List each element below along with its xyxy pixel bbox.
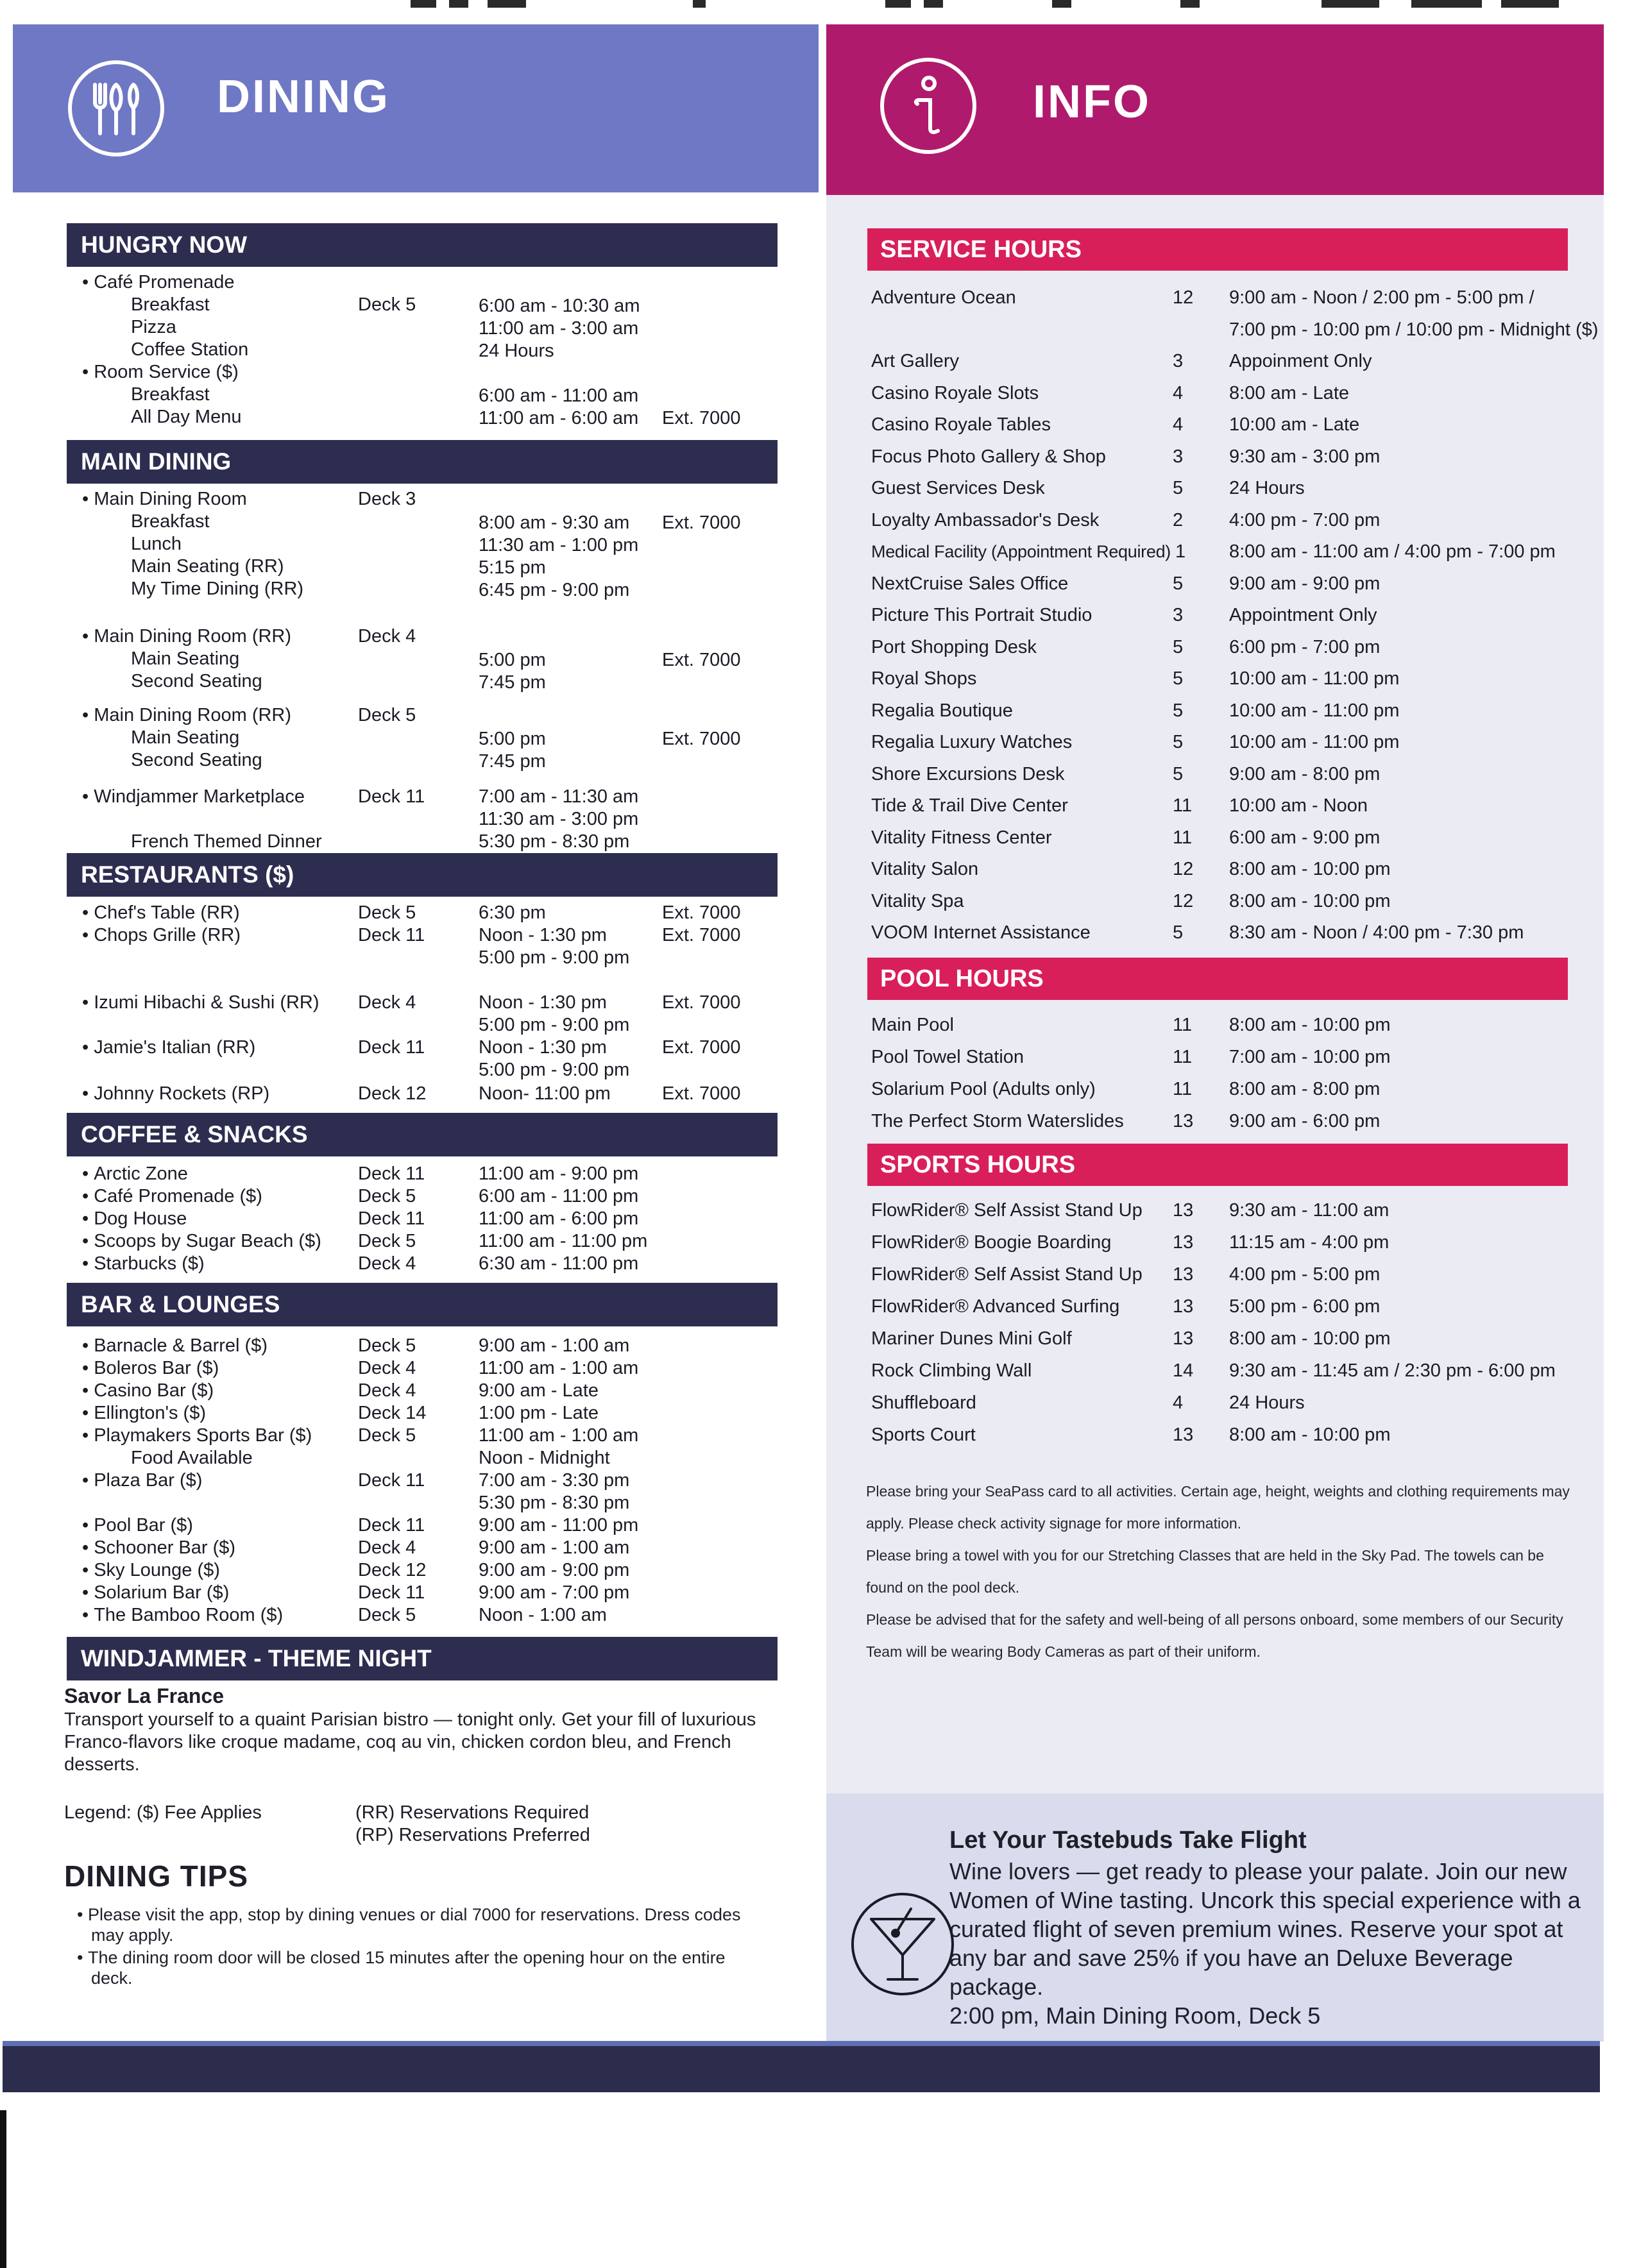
ext-cell: Ext. 7000 [662,925,741,945]
time-cell: 8:00 am - 9:30 am [479,512,630,533]
service-time: 8:00 am - 10:00 pm [1229,859,1391,879]
list-item: • Plaza Bar ($) [82,1469,202,1492]
section-title-sports-hours: SPORTS HOURS [867,1144,1568,1186]
service-name: Port Shopping Desk [871,637,1037,657]
sport-deck: 13 [1173,1264,1194,1285]
pool-deck: 11 [1173,1047,1193,1067]
theme-night-subtitle: Savor La France [64,1684,224,1707]
deck-cell: Deck 4 [358,1358,416,1378]
service-time: 9:00 am - 8:00 pm [1229,764,1381,784]
service-time: 8:00 am - 10:00 pm [1229,891,1391,911]
dining-tip-item: • The dining room door will be closed 15 minutes after the opening hour on the entire deck. [77,1947,770,1988]
pool-deck: 11 [1173,1079,1193,1099]
list-item: • Starbucks ($) [82,1253,205,1275]
time-cell: 11:30 am - 1:00 pm [479,535,639,555]
sport-time: 8:00 am - 10:00 pm [1229,1425,1391,1445]
time-cell: 6:00 am - 11:00 pm [479,1186,639,1206]
service-name: Vitality Salon [871,859,979,879]
service-name: Tide & Trail Dive Center [871,795,1068,816]
deck-cell: Deck 4 [358,992,416,1013]
service-deck: 5 [1173,573,1184,594]
service-time: 8:00 am - 11:00 am / 4:00 pm - 7:00 pm [1229,541,1556,562]
time-cell: 5:00 pm [479,650,546,670]
time-cell: 5:00 pm [479,729,546,749]
time-cell: 5:00 pm - 9:00 pm [479,947,630,968]
dining-column [13,24,819,2042]
deck-cell: Deck 3 [358,489,416,509]
deck-cell: Deck 4 [358,1380,416,1401]
deck-cell: Deck 11 [358,1515,425,1536]
deck-cell: Deck 5 [358,1186,416,1206]
service-deck: 4 [1173,414,1184,435]
service-deck: 5 [1173,764,1184,784]
sport-name: FlowRider® Self Assist Stand Up [871,1264,1143,1285]
service-deck: 5 [1173,478,1184,498]
list-item: • Main Dining Room (RR) [82,625,291,648]
section-title-main-dining: MAIN DINING [67,440,778,484]
service-deck: 5 [1173,668,1184,689]
list-item-sub: Pizza [131,317,176,337]
section-title-restaurants: RESTAURANTS ($) [67,853,778,897]
service-name: Regalia Boutique [871,700,1013,721]
time-cell: Noon - 1:30 pm [479,1037,607,1058]
ext-cell: Ext. 7000 [662,902,741,923]
dining-tips-title: DINING TIPS [64,1859,249,1893]
time-cell: 5:00 pm - 9:00 pm [479,1060,630,1080]
service-time: 8:00 am - Late [1229,383,1349,403]
ext-cell: Ext. 7000 [662,1083,741,1104]
footer-bar [3,2041,1600,2092]
service-name: Casino Royale Tables [871,414,1051,435]
service-deck: 5 [1173,700,1184,721]
ext-cell: Ext. 7000 [662,1037,741,1058]
time-cell: Noon- 11:00 pm [479,1083,611,1104]
promo-when: 2:00 pm, Main Dining Room, Deck 5 [949,2002,1321,2029]
deck-cell: Deck 11 [358,786,425,807]
service-name: Regalia Luxury Watches [871,732,1073,752]
time-cell: 11:00 am - 6:00 am [479,408,639,428]
sport-name: Rock Climbing Wall [871,1360,1032,1381]
legend-rr: (RR) Reservations Required [355,1802,590,1823]
list-item: • Arctic Zone [82,1163,188,1185]
sport-time: 5:00 pm - 6:00 pm [1229,1296,1381,1317]
deck-cell: Deck 11 [358,1208,425,1229]
sport-time: 4:00 pm - 5:00 pm [1229,1264,1381,1285]
sport-name: FlowRider® Self Assist Stand Up [871,1200,1143,1221]
list-item: • Ellington's ($) [82,1402,206,1425]
time-cell: Noon - 1:00 am [479,1605,607,1625]
list-item: • Boleros Bar ($) [82,1357,219,1380]
list-item-sub: Main Seating (RR) [131,556,284,577]
list-item-sub: All Day Menu [131,407,242,427]
service-name: Medical Facility (Appointment Required) [871,542,1171,561]
sport-deck: 13 [1173,1232,1194,1253]
sport-time: 24 Hours [1229,1392,1305,1413]
time-cell: 9:00 am - 1:00 am [479,1537,630,1558]
list-item: • Solarium Bar ($) [82,1582,229,1604]
service-name: Shore Excursions Desk [871,764,1065,784]
service-time: Appointment Only [1229,605,1377,625]
deck-cell: Deck 5 [358,1425,416,1446]
service-time: 9:30 am - 3:00 pm [1229,446,1381,467]
time-cell: 9:00 am - Late [479,1380,599,1401]
service-name: VOOM Internet Assistance [871,922,1091,943]
service-deck: 12 [1173,859,1194,879]
time-cell: 9:00 am - 9:00 pm [479,1560,630,1580]
info-note: Please bring your SeaPass card to all activities. Certain age, height, weights and clothing requirements may apply. Please check activity signage for more information. [866,1483,1570,1532]
deck-cell: Deck 4 [358,1537,416,1558]
service-time: 10:00 am - 11:00 pm [1229,668,1400,689]
service-name: Art Gallery [871,351,959,371]
list-item: • Café Promenade ($) [82,1185,262,1208]
sport-deck: 13 [1173,1296,1194,1317]
list-item: • Barnacle & Barrel ($) [82,1335,268,1357]
info-title: INFO [1033,76,1151,128]
service-time: 7:00 pm - 10:00 pm / 10:00 pm - Midnight ($) [1229,319,1599,340]
info-icon [880,58,976,154]
section-title-theme-night: WINDJAMMER - THEME NIGHT [67,1637,778,1680]
time-cell: 11:00 am - 9:00 pm [479,1164,639,1184]
service-deck: 1 [1175,541,1186,562]
pool-time: 7:00 am - 10:00 pm [1229,1047,1391,1067]
list-item: • Pool Bar ($) [82,1514,193,1537]
sport-name: FlowRider® Boogie Boarding [871,1232,1112,1253]
deck-cell: Deck 11 [358,1582,425,1603]
time-cell: Noon - Midnight [479,1448,610,1468]
list-item: • Casino Bar ($) [82,1380,214,1402]
sport-name: Shuffleboard [871,1392,976,1413]
time-cell: Noon - 1:30 pm [479,992,607,1013]
list-item-sub: Second Seating [131,671,262,691]
list-item: • Izumi Hibachi & Sushi (RR) [82,992,319,1014]
time-cell: 7:45 pm [479,672,546,693]
time-cell: 5:15 pm [479,557,546,578]
service-deck: 11 [1173,827,1193,848]
ext-cell: Ext. 7000 [662,729,741,749]
info-column [826,24,1604,2042]
deck-cell: Deck 12 [358,1560,427,1580]
service-time: Appoinment Only [1229,351,1372,371]
deck-cell: Deck 5 [358,1231,416,1251]
pool-time: 9:00 am - 6:00 pm [1229,1111,1381,1131]
cocktail-glass-icon [848,1890,957,1999]
deck-cell: Deck 5 [358,294,416,315]
time-cell: 6:30 am - 11:00 pm [479,1253,639,1274]
list-item: • Playmakers Sports Bar ($) [82,1425,312,1447]
deck-cell: Deck 4 [358,626,416,647]
list-item: • Sky Lounge ($) [82,1559,220,1582]
service-deck: 12 [1173,287,1194,308]
service-time: 10:00 am - 11:00 pm [1229,700,1400,721]
service-time: 10:00 am - Late [1229,414,1360,435]
time-cell: 11:00 am - 1:00 am [479,1358,639,1378]
service-name: Picture This Portrait Studio [871,605,1092,625]
time-cell: 7:45 pm [479,751,546,772]
service-deck: 5 [1173,922,1184,943]
list-item: • Chef's Table (RR) [82,902,240,924]
pool-name: Main Pool [871,1015,954,1035]
ext-cell: Ext. 7000 [662,512,741,533]
list-item-sub: My Time Dining (RR) [131,579,304,599]
scan-marks [0,0,1632,23]
info-note: Please bring a towel with you for our Stretching Classes that are held in the Sky Pad. The towels can be found on the pool deck. [866,1547,1544,1596]
time-cell: 1:00 pm - Late [479,1403,599,1423]
deck-cell: Deck 5 [358,1605,416,1625]
service-deck: 3 [1173,605,1184,625]
list-item: • The Bamboo Room ($) [82,1604,283,1627]
time-cell: 6:00 am - 11:00 am [479,385,639,406]
deck-cell: Deck 5 [358,705,416,725]
sport-time: 9:30 am - 11:00 am [1229,1200,1390,1221]
list-item-sub: Food Available [131,1448,253,1468]
service-time: 8:30 am - Noon / 4:00 pm - 7:30 pm [1229,922,1524,943]
service-time: 24 Hours [1229,478,1305,498]
pool-time: 8:00 am - 8:00 pm [1229,1079,1381,1099]
service-time: 9:00 am - 9:00 pm [1229,573,1381,594]
deck-cell: Deck 14 [358,1403,427,1423]
section-title-service-hours: SERVICE HOURS [867,228,1568,271]
service-name: Adventure Ocean [871,287,1016,308]
service-deck: 12 [1173,891,1194,911]
dining-tip-item: • Please visit the app, stop by dining venues or dial 7000 for reservations. Dress codes may apply. [77,1904,770,1945]
legend-rp: (RP) Reservations Preferred [355,1825,590,1845]
service-name: Guest Services Desk [871,478,1045,498]
list-item: • Dog House [82,1208,187,1230]
time-cell: 5:00 pm - 9:00 pm [479,1015,630,1035]
list-item: • Windjammer Marketplace [82,786,305,808]
sport-time: 9:30 am - 11:45 am / 2:30 pm - 6:00 pm [1229,1360,1556,1381]
list-item: • Main Dining Room [82,488,247,511]
list-item: • Jamie's Italian (RR) [82,1037,255,1059]
ext-cell: Ext. 7000 [662,650,741,670]
list-item-sub: Main Seating [131,648,240,669]
list-item-sub: Breakfast [131,294,210,315]
list-item: • Café Promenade [82,271,234,294]
pool-name: Solarium Pool (Adults only) [871,1079,1096,1099]
sport-name: FlowRider® Advanced Surfing [871,1296,1120,1317]
promo-description: Wine lovers — get ready to please your palate. Join our new Women of Wine tasting. Uncork this special experience with a curated flight of seven premium wines. Reserve your spot at any bar and save 25% if you have an Deluxe Beverage package. [949,1858,1581,2000]
list-item-sub: Second Seating [131,750,262,770]
promo-title: Let Your Tastebuds Take Flight [949,1827,1307,1854]
section-title-bar-lounges: BAR & LOUNGES [67,1283,778,1326]
sport-name: Mariner Dunes Mini Golf [871,1328,1072,1349]
deck-cell: Deck 5 [358,902,416,923]
list-item-sub: French Themed Dinner [131,831,322,852]
service-time: 4:00 pm - 7:00 pm [1229,510,1381,530]
list-item: • Schooner Bar ($) [82,1537,235,1559]
time-cell: 9:00 am - 1:00 am [479,1335,630,1356]
deck-cell: Deck 5 [358,1335,416,1356]
legend-fee: Legend: ($) Fee Applies [64,1802,262,1823]
list-item-sub: Breakfast [131,384,210,405]
service-deck: 5 [1173,732,1184,752]
time-cell: 7:00 am - 3:30 pm [479,1470,630,1491]
time-cell: 11:00 am - 11:00 pm [479,1231,648,1251]
time-cell: 11:00 am - 3:00 am [479,318,639,339]
deck-cell: Deck 12 [358,1083,427,1104]
list-item: • Scoops by Sugar Beach ($) [82,1230,321,1253]
service-time: 6:00 am - 9:00 pm [1229,827,1381,848]
deck-cell: Deck 4 [358,1253,416,1274]
sport-deck: 4 [1173,1392,1184,1413]
ext-cell: Ext. 7000 [662,992,741,1013]
time-cell: 11:00 am - 1:00 am [479,1425,639,1446]
service-deck: 11 [1173,795,1193,816]
sport-deck: 13 [1173,1200,1194,1221]
pool-time: 8:00 am - 10:00 pm [1229,1015,1391,1035]
time-cell: 7:00 am - 11:30 am [479,786,639,807]
list-item: • Room Service ($) [82,361,239,384]
info-header [826,24,1604,195]
promo-panel [826,1793,1604,2042]
service-name: Focus Photo Gallery & Shop [871,446,1106,467]
pool-name: The Perfect Storm Waterslides [871,1111,1124,1131]
sport-name: Sports Court [871,1425,976,1445]
time-cell: 6:30 pm [479,902,546,923]
service-name: NextCruise Sales Office [871,573,1069,594]
time-cell: 5:30 pm - 8:30 pm [479,831,630,852]
deck-cell: Deck 11 [358,1164,425,1184]
list-item: • Johnny Rockets (RP) [82,1083,269,1105]
time-cell: 11:30 am - 3:00 pm [479,809,639,829]
sport-deck: 14 [1173,1360,1194,1381]
service-deck: 5 [1173,637,1184,657]
section-title-hungry-now: HUNGRY NOW [67,223,778,267]
list-item-sub: Breakfast [131,511,210,532]
service-time: 10:00 am - Noon [1229,795,1368,816]
list-item-sub: Coffee Station [131,339,249,360]
time-cell: 24 Hours [479,341,554,361]
time-cell: 6:45 pm - 9:00 pm [479,580,630,600]
time-cell: 11:00 am - 6:00 pm [479,1208,639,1229]
service-name: Vitality Spa [871,891,964,911]
theme-night-description: Transport yourself to a quaint Parisian bistro — tonight only. Get your fill of luxurious Franco-flavors like croque madame, coq au vin, chicken cordon bleu, and French desserts. [64,1709,756,1775]
list-item: • Chops Grille (RR) [82,924,241,947]
deck-cell: Deck 11 [358,925,425,945]
service-time: 9:00 am - Noon / 2:00 pm - 5:00 pm / [1229,287,1534,308]
time-cell: 9:00 am - 11:00 pm [479,1515,639,1536]
service-deck: 2 [1173,510,1184,530]
list-item-sub: Lunch [131,534,182,554]
sport-deck: 13 [1173,1328,1194,1349]
service-name: Royal Shops [871,668,977,689]
time-cell: 6:00 am - 10:30 am [479,296,640,316]
service-time: 10:00 am - 11:00 pm [1229,732,1400,752]
service-name: Casino Royale Slots [871,383,1039,403]
deck-cell: Deck 11 [358,1470,425,1491]
deck-cell: Deck 11 [358,1037,425,1058]
section-title-pool-hours: POOL HOURS [867,958,1568,1000]
time-cell: Noon - 1:30 pm [479,925,607,945]
pool-deck: 13 [1173,1111,1194,1131]
service-deck: 4 [1173,383,1184,403]
time-cell: 9:00 am - 7:00 pm [479,1582,630,1603]
ext-cell: Ext. 7000 [662,408,741,428]
service-name: Vitality Fitness Center [871,827,1052,848]
section-title-coffee-snacks: COFFEE & SNACKS [67,1113,778,1156]
service-deck: 3 [1173,351,1184,371]
list-item-sub: Main Seating [131,727,240,748]
service-deck: 3 [1173,446,1184,467]
pool-name: Pool Towel Station [871,1047,1024,1067]
fork-knife-spoon-icon [68,60,164,157]
service-time: 6:00 pm - 7:00 pm [1229,637,1381,657]
service-name: Loyalty Ambassador's Desk [871,510,1100,530]
list-item: • Main Dining Room (RR) [82,704,291,727]
dining-title: DINING [217,71,390,123]
sport-time: 11:15 am - 4:00 pm [1229,1232,1390,1253]
scan-edge-mark [0,2110,6,2268]
pool-deck: 11 [1173,1015,1193,1035]
sport-time: 8:00 am - 10:00 pm [1229,1328,1391,1349]
sport-deck: 13 [1173,1425,1194,1445]
info-note: Please be advised that for the safety and well-being of all persons onboard, some members of our Security Team will be wearing Body Cameras as part of their uniform. [866,1611,1563,1660]
time-cell: 5:30 pm - 8:30 pm [479,1493,630,1513]
dining-header [13,24,819,192]
